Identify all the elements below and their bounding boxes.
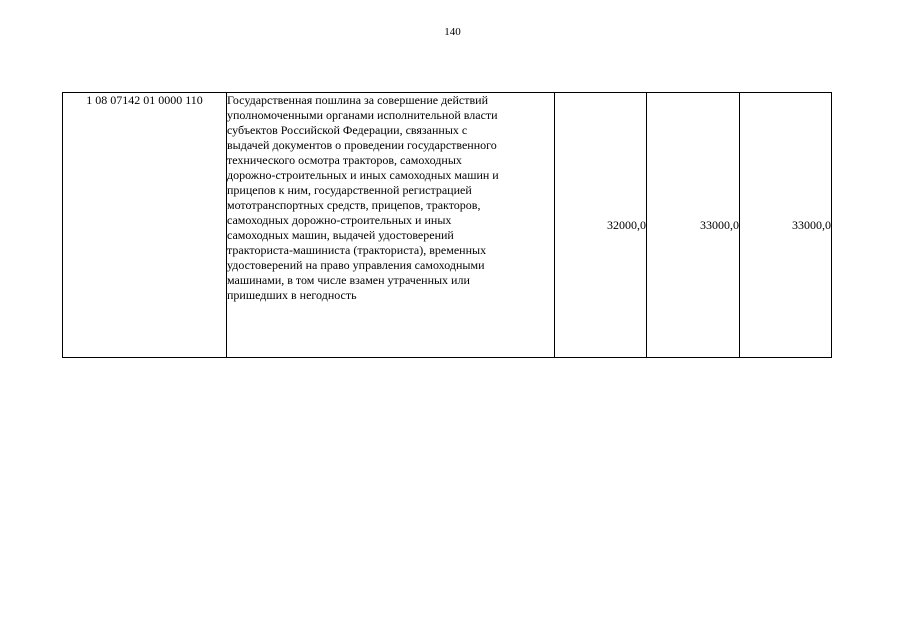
table-row [63, 93, 832, 358]
description-line: машинами, в том числе взамен утраченных или [227, 273, 470, 287]
description-line: прицепов к ним, государственной регистрацией [227, 183, 472, 197]
description-line: субъектов Российской Федерации, связанных с [227, 123, 468, 137]
budget-revenue-table [62, 92, 832, 358]
budget-classification-code: 1 08 07142 01 0000 110 [63, 93, 227, 358]
amount-year-1: 32000,0 [555, 93, 647, 358]
description-line: самоходных дорожно-строительных и иных [227, 213, 452, 227]
description-line: уполномоченными органами исполнительной власти [227, 108, 498, 122]
page-number: 140 [444, 26, 461, 38]
amount-year-3: 33000,0 [740, 93, 832, 358]
description-line: технического осмотра тракторов, самоходных [227, 153, 462, 167]
amount-year-2: 33000,0 [647, 93, 740, 358]
description-line: выдачей документов о проведении государственного [227, 138, 497, 152]
description-line: удостоверений на право управления самоходными [227, 258, 485, 272]
description-line: дорожно-строительных и иных самоходных машин и [227, 168, 499, 182]
description-line: самоходных машин, выдачей удостоверений [227, 228, 454, 242]
description-line: тракториста-машиниста (тракториста), временных [227, 243, 487, 257]
description-line: пришедших в негодность [227, 288, 357, 302]
revenue-description [227, 93, 555, 358]
description-line: мототранспортных средств, прицепов, тракторов, [227, 198, 481, 212]
description-line: Государственная пошлина за совершение действий [227, 93, 489, 107]
